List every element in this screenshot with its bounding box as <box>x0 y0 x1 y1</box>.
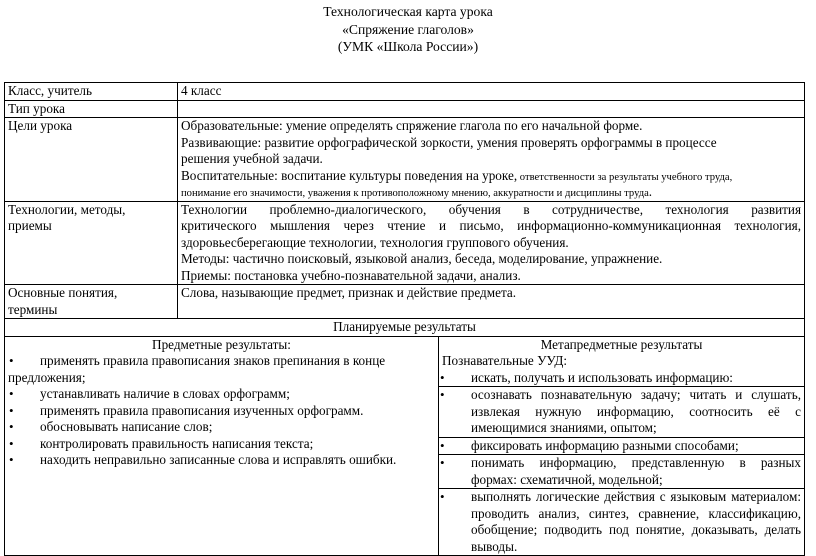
meta-results-cell <box>439 336 805 556</box>
subject-results-list <box>8 353 435 469</box>
lesson-type-value <box>178 100 805 118</box>
lesson-type-label: Тип урока <box>5 100 178 118</box>
class-value: 4 класс <box>178 83 805 101</box>
table-row-planned-title <box>5 319 805 337</box>
subject-results-title: Предметные результаты: <box>152 336 291 352</box>
list-item: • искать, получать и использовать информацию: <box>439 370 804 387</box>
planned-results-title: Планируемые результаты <box>5 319 805 337</box>
table-row-goals <box>5 118 805 202</box>
subject-results-cell <box>5 336 439 556</box>
table-row-technologies <box>5 201 805 285</box>
goals-label: Цели урока <box>5 118 178 202</box>
lesson-map-table <box>4 82 805 556</box>
goal-upbringing: Воспитательные: воспитание культуры поведения на уроке, ответственности за результаты учебного труда, <box>181 167 733 183</box>
goals-value <box>178 118 805 202</box>
tech-line-2: критического мышления через чтение и письмо, информационно-коммуникационная технология, <box>181 218 802 233</box>
goal-educational: Образовательные: умение определять спряжение глагола по его начальной форме. <box>181 118 643 133</box>
meta-results-title: Метапредметные результаты <box>540 336 703 352</box>
tech-line-1: Технологии проблемно-диалогического, обучения в сотрудничестве, технология развития <box>181 201 802 217</box>
concepts-label: Основные понятия, термины <box>5 285 178 319</box>
list-item: • фиксировать информацию разными способами; <box>439 437 804 455</box>
header-line-2: «Спряжение глаголов» <box>342 21 474 37</box>
meta-results-list <box>442 370 801 556</box>
list-item: • устанавливать наличие в словах орфограмм; <box>8 386 435 403</box>
technologies-label: Технологии, методы, приемы <box>5 201 178 285</box>
table-row-concepts <box>5 285 805 319</box>
document-header <box>0 3 816 56</box>
techniques-line: Приемы: постановка учебно-познавательной задачи, анализ. <box>181 267 521 283</box>
list-item: • осознавать познавательную задачу; читать и слушать, извлекая нужную информацию, соотносить её с имеющимися знаниями, опытом; <box>439 386 804 437</box>
header-line-3: (УМК «Школа России») <box>337 39 479 54</box>
class-label: Класс, учитель <box>5 83 178 101</box>
list-item: • контролировать правильность написания текста; <box>8 436 435 453</box>
concepts-value: Слова, называющие предмет, признак и действие предмета. <box>178 285 805 319</box>
list-item: • находить неправильно записанные слова и исправлять ошибки. <box>8 452 435 469</box>
goal-developing-1: Развивающие: развитие орфографической зоркости, умения проверять орфограммы в процессе <box>181 134 717 150</box>
goal-developing-2: решения учебной задачи. <box>181 151 323 166</box>
technologies-value <box>178 201 805 285</box>
goal-upbringing-cont: понимание его значимости, уважения к противоположному мнению, аккуратности и дисциплины труда. <box>181 184 653 199</box>
list-item: • применять правила правописания изученных орфограмм. <box>8 403 435 420</box>
table-row-lesson-type <box>5 100 805 118</box>
list-item: • применять правила правописания знаков препинания в конце предложения; <box>8 353 435 386</box>
meta-results-subtitle: Познавательные УУД: <box>442 353 568 368</box>
list-item: • выполнять логические действия с языковым материалом: проводить анализ, синтез, сравнение, классификацию, обобщение; подводить под понятие, доказывать, делать выводы. <box>439 488 804 555</box>
table-row-class <box>5 83 805 101</box>
header-line-1: Технологическая карта урока <box>323 4 493 19</box>
methods-line: Методы: частично поисковый, языковой анализ, беседа, моделирование, упражнение. <box>181 251 663 266</box>
table-row-results <box>5 336 805 556</box>
list-item: • обосновывать написание слов; <box>8 419 435 436</box>
list-item: • понимать информацию, представленную в разных формах: схематичной, модельной; <box>439 454 804 488</box>
tech-line-3: здоровьесберегающие технологии, технология группового обучения. <box>181 234 569 250</box>
